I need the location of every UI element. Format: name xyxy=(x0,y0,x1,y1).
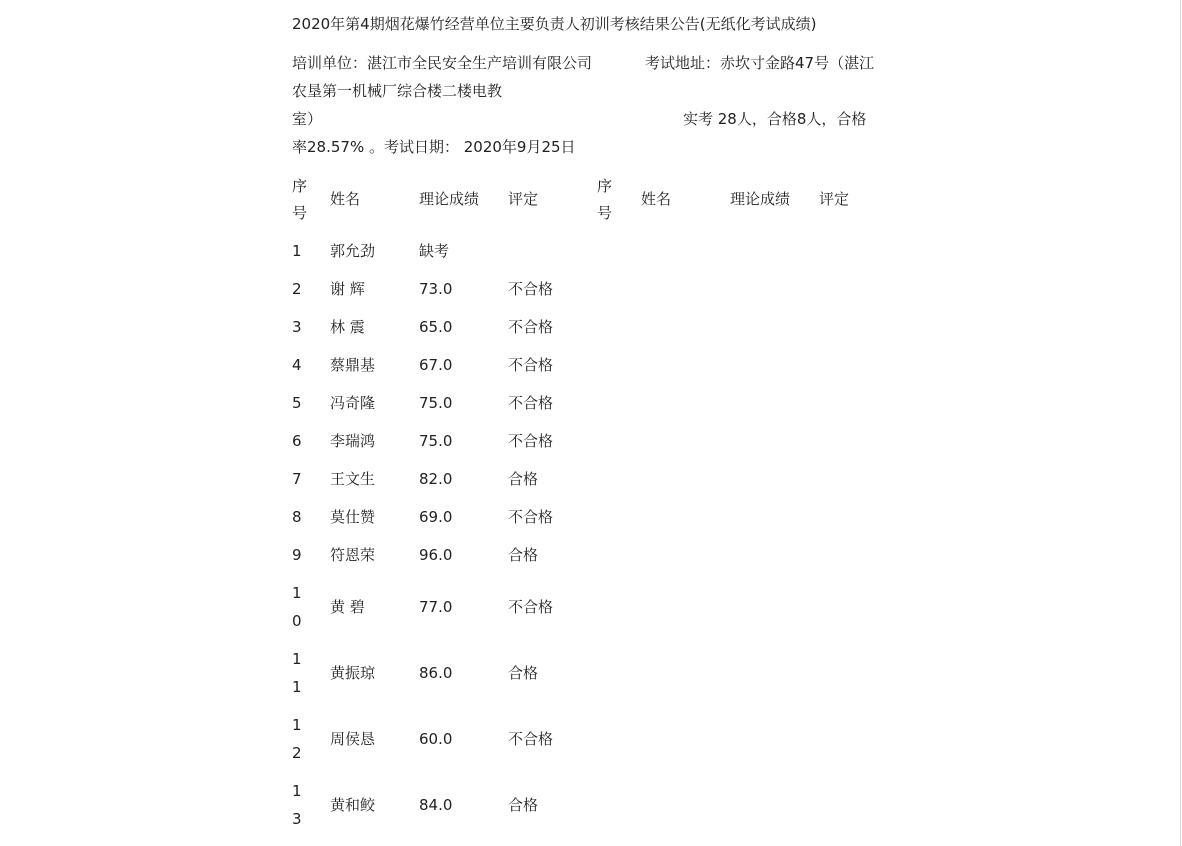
row-8-name: 莫仕赞 xyxy=(330,508,376,526)
row-5-result: 不合格 xyxy=(508,394,554,412)
header-name-2: 姓名 xyxy=(641,190,672,208)
row-8-seq: 8 xyxy=(292,508,302,526)
row-13-seq-top: 1 xyxy=(292,782,302,800)
row-8-result: 不合格 xyxy=(508,508,554,526)
row-10-result: 不合格 xyxy=(508,598,554,616)
stats-part-1: 实考 28人，合格8人，合格 xyxy=(683,110,867,128)
row-11-seq-top: 1 xyxy=(292,650,302,668)
row-9-seq: 9 xyxy=(292,546,302,564)
row-7-seq: 7 xyxy=(292,470,302,488)
stats-part-2: 率28.57% 。考试日期： 2020年9月25日 xyxy=(292,138,576,156)
header-seq-top: 序 xyxy=(292,177,308,195)
row-7-name: 王文生 xyxy=(330,470,376,488)
row-9-score: 96.0 xyxy=(419,546,453,564)
row-12-name: 周侯恳 xyxy=(330,730,376,748)
row-6-seq: 6 xyxy=(292,432,302,450)
header-seq-bottom: 号 xyxy=(292,204,308,222)
header-score: 理论成绩 xyxy=(419,190,480,208)
row-11-score: 86.0 xyxy=(419,664,453,682)
unit-label: 培训单位： xyxy=(292,54,368,72)
header-seq2-bottom: 号 xyxy=(597,204,613,222)
info-address xyxy=(645,52,874,74)
address-label: 考试地址： xyxy=(645,54,721,72)
row-2-name: 谢 辉 xyxy=(330,280,365,298)
header-name: 姓名 xyxy=(330,190,361,208)
row-9-name: 符恩荣 xyxy=(330,546,376,564)
info-line-1 xyxy=(292,52,592,74)
row-5-seq: 5 xyxy=(292,394,302,412)
address-part-3: 室） xyxy=(292,110,323,128)
row-1-score: 缺考 xyxy=(419,242,450,260)
row-13-seq-bottom: 3 xyxy=(292,810,302,828)
address-part-2: 农垦第一机械厂综合楼二楼电教 xyxy=(292,82,503,100)
header-result: 评定 xyxy=(508,190,539,208)
row-3-result: 不合格 xyxy=(508,318,554,336)
row-8-score: 69.0 xyxy=(419,508,453,526)
row-3-seq: 3 xyxy=(292,318,302,336)
row-12-result: 不合格 xyxy=(508,730,554,748)
row-4-score: 67.0 xyxy=(419,356,453,374)
page-right-border xyxy=(1180,0,1181,846)
row-13-name: 黄和鲛 xyxy=(330,796,376,814)
row-1-seq: 1 xyxy=(292,242,302,260)
row-12-seq-bottom: 2 xyxy=(292,744,302,762)
row-10-seq-top: 1 xyxy=(292,584,302,602)
header-seq2-top: 序 xyxy=(597,177,613,195)
row-11-name: 黄振琼 xyxy=(330,664,376,682)
row-5-name: 冯奇隆 xyxy=(330,394,376,412)
row-11-seq-bottom: 1 xyxy=(292,678,302,696)
row-13-score: 84.0 xyxy=(419,796,453,814)
row-5-score: 75.0 xyxy=(419,394,453,412)
row-6-score: 75.0 xyxy=(419,432,453,450)
row-4-result: 不合格 xyxy=(508,356,554,374)
row-2-seq: 2 xyxy=(292,280,302,298)
row-12-score: 60.0 xyxy=(419,730,453,748)
row-7-score: 82.0 xyxy=(419,470,453,488)
page-title: 2020年第4期烟花爆竹经营单位主要负责人初训考核结果公告(无纸化考试成绩) xyxy=(292,15,817,33)
row-9-result: 合格 xyxy=(508,546,539,564)
row-13-result: 合格 xyxy=(508,796,539,814)
row-10-score: 77.0 xyxy=(419,598,453,616)
row-10-seq-bottom: 0 xyxy=(292,612,302,630)
training-unit: 湛江市全民安全生产培训有限公司 xyxy=(367,54,593,72)
row-2-result: 不合格 xyxy=(508,280,554,298)
address-part-1: 赤坎寸金路47号（湛江 xyxy=(720,54,875,72)
row-7-result: 合格 xyxy=(508,470,539,488)
row-6-name: 李瑞鸿 xyxy=(330,432,376,450)
row-1-name: 郭允劲 xyxy=(330,242,376,260)
row-3-name: 林 震 xyxy=(330,318,365,336)
header-score-2: 理论成绩 xyxy=(730,190,791,208)
row-3-score: 65.0 xyxy=(419,318,453,336)
row-4-name: 蔡鼎基 xyxy=(330,356,376,374)
row-6-result: 不合格 xyxy=(508,432,554,450)
row-10-name: 黄 碧 xyxy=(330,598,365,616)
header-result-2: 评定 xyxy=(819,190,850,208)
row-2-score: 73.0 xyxy=(419,280,453,298)
row-4-seq: 4 xyxy=(292,356,302,374)
row-11-result: 合格 xyxy=(508,664,539,682)
row-12-seq-top: 1 xyxy=(292,716,302,734)
